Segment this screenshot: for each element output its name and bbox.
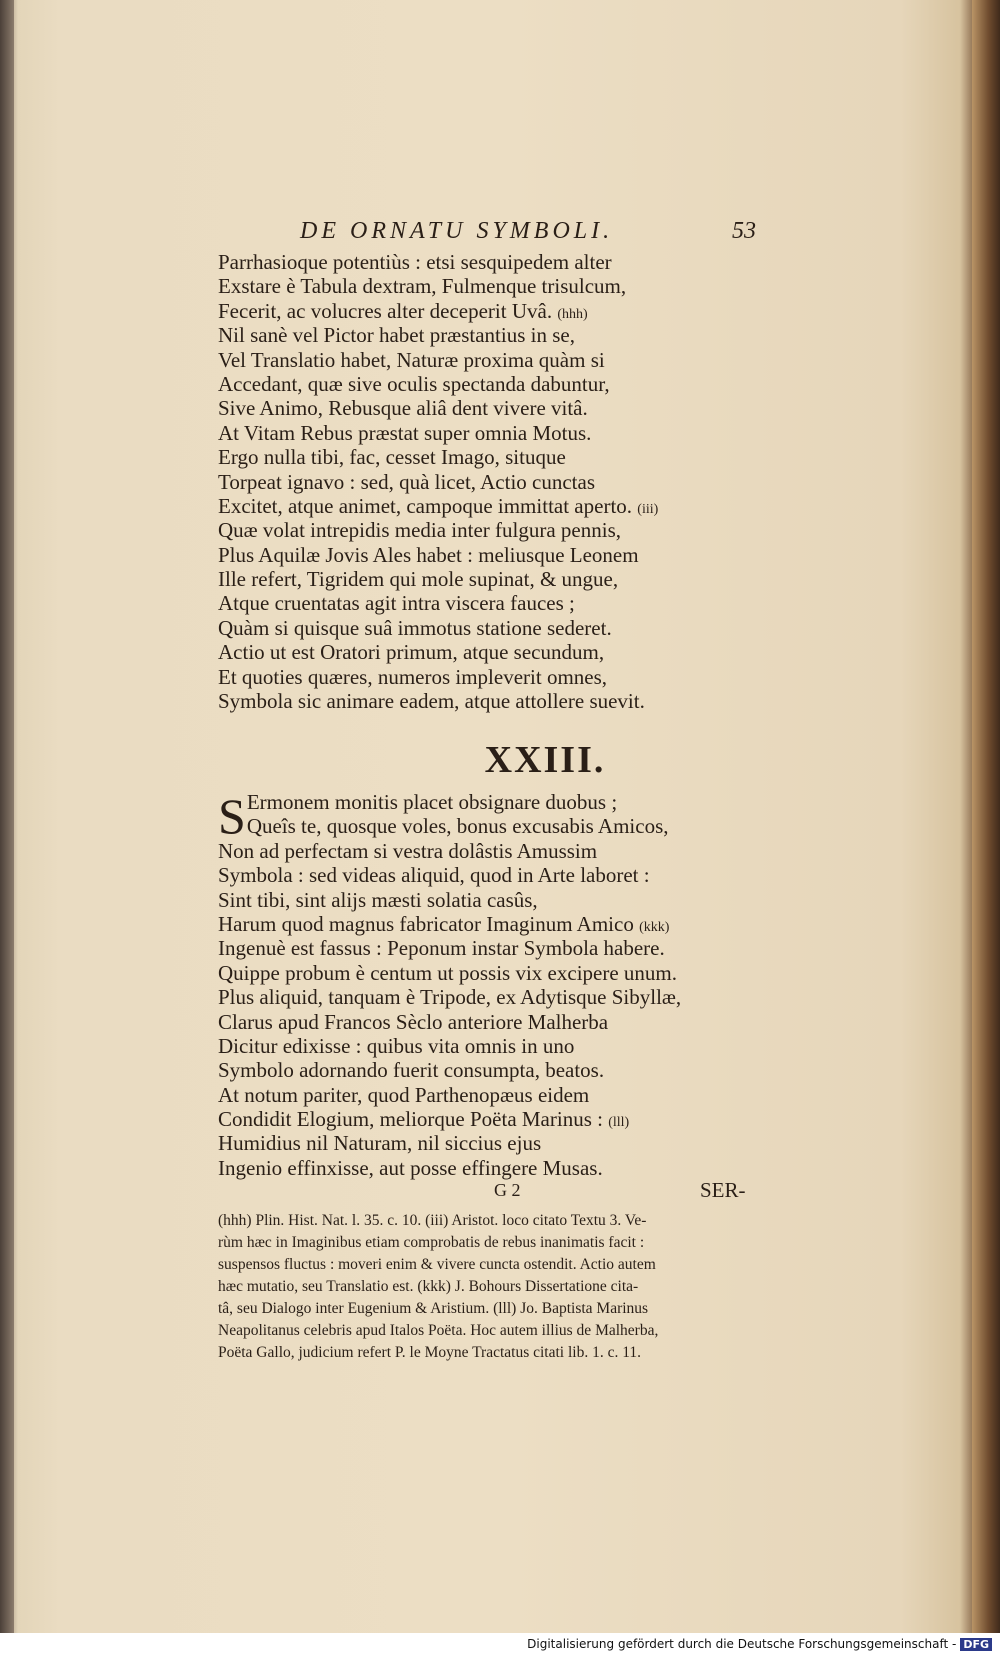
- verse-line: [218, 912, 718, 936]
- verse-line-text: Quàm si quisque suâ immotus statione sederet.: [218, 615, 612, 640]
- verse-line-text: Ille refert, Tigridem qui mole supinat, & ungue,: [218, 567, 619, 592]
- section-number: XXIII.: [484, 739, 606, 781]
- verse-line: [218, 274, 718, 298]
- footnote-marker: (kkk): [639, 919, 670, 935]
- verse-line-text: Sint tibi, sint alijs mæsti solatia casûs,: [218, 887, 538, 912]
- verse-line: [218, 1034, 718, 1058]
- verse-line: [218, 1107, 718, 1131]
- verse-line-text: Quippe probum è centum ut possis vix excipere unum.: [218, 960, 677, 985]
- footnote-line: Neapolitanus celebris apud Italos Poëta. Hoc autem illius de Malherba,: [218, 1322, 659, 1339]
- verse-line-text: Symbola : sed videas aliquid, quod in Arte laboret :: [218, 863, 650, 888]
- verse-line: [218, 494, 718, 518]
- verse-line-text: Humidius nil Naturam, nil siccius ejus: [218, 1131, 542, 1156]
- verse-line-text: Exstare è Tabula dextram, Fulmenque trisulcum,: [218, 274, 627, 299]
- verse-line-text: Fecerit, ac volucres alter deceperit Uvâ.: [218, 298, 553, 323]
- verse-line: [218, 665, 718, 689]
- verse-line-text: Ermonem monitis placet obsignare duobus ;: [246, 790, 618, 814]
- verse-line-text: Condidit Elogium, meliorque Poëta Marinus :: [218, 1107, 603, 1132]
- verse-line: [218, 689, 718, 713]
- verse-line: [218, 1010, 718, 1034]
- verse-line-text: At notum pariter, quod Parthenopæus eidem: [218, 1082, 590, 1107]
- verse-line-text: Plus Aquilæ Jovis Ales habet : meliusque Leonem: [218, 542, 639, 567]
- page-number: 53: [732, 218, 756, 244]
- verse-line-text: Ergo nulla tibi, fac, cesset Imago, situque: [218, 445, 566, 470]
- verse-line: [218, 567, 718, 591]
- verse-line-text: Atque cruentatas agit intra viscera fauces ;: [218, 591, 575, 616]
- verse-line-text: Harum quod magnus fabricator Imaginum Amico: [218, 911, 634, 936]
- section-heading: [0, 738, 1000, 782]
- footnote-line: rùm hæc in Imaginibus etiam comprobatis de rebus inanimatis facit :: [218, 1234, 645, 1251]
- digitization-credit-text: Digitalisierung gefördert durch die Deutsche Forschungsgemeinschaft -: [527, 1637, 957, 1651]
- verse-line-text: Symbola sic animare eadem, atque attollere suevit.: [218, 689, 645, 714]
- dfg-logo: DFG: [960, 1638, 992, 1651]
- verse-line: [218, 445, 718, 469]
- verse-line: [218, 961, 718, 985]
- footnote-line: hæc mutatio, seu Translatio est. (kkk) J. Bohours Dissertatione cita-: [218, 1278, 639, 1295]
- page-left-edge: [0, 0, 14, 1633]
- verse-line: [218, 1156, 718, 1180]
- verse-line-text: At Vitam Rebus præstat super omnia Motus.: [218, 420, 592, 445]
- verse-line: [218, 543, 718, 567]
- verse-line-text: Non ad perfectam si vestra dolâstis Amussim: [218, 838, 598, 863]
- signature-mark: G 2: [494, 1180, 521, 1200]
- verse-line-first: [218, 788, 718, 844]
- book-binding-edge: [972, 0, 1000, 1633]
- verse-line-text: Accedant, quæ sive oculis spectanda dabuntur,: [218, 371, 610, 396]
- verse-line-text: Parrhasioque potentiùs : etsi sesquipedem alter: [218, 250, 612, 274]
- verse-line: [218, 348, 718, 372]
- verse-line: [218, 839, 718, 863]
- verse-line: [218, 1131, 718, 1155]
- footnote-marker: (lll): [608, 1115, 630, 1131]
- verse-line-text: Dicitur edixisse : quibus vita omnis in uno: [218, 1033, 575, 1058]
- verse-line: [218, 863, 718, 887]
- verse-line: [218, 888, 718, 912]
- verse-line-text: Et quoties quæres, numeros impleverit omnes,: [218, 664, 608, 689]
- verse-line-text: Nil sanè vel Pictor habet præstantius in se,: [218, 323, 575, 348]
- running-title: DE ORNATU SYMBOLI.: [300, 218, 614, 244]
- verse-line: [218, 250, 718, 274]
- verse-line-text: Clarus apud Francos Sèclo anteriore Malherba: [218, 1009, 609, 1034]
- verse-line-text: Ingenuè est fassus : Peponum instar Symbola habere.: [218, 936, 665, 961]
- drop-cap: S: [218, 788, 246, 844]
- verse-line: [218, 1083, 718, 1107]
- verse-line-text: Plus aliquid, tanquam è Tripode, ex Adytisque Sibyllæ,: [218, 985, 682, 1010]
- verse-line: [218, 323, 718, 347]
- verse-line: [218, 616, 718, 640]
- verse-line: [218, 1058, 718, 1082]
- verse-line-text: Vel Translatio habet, Naturæ proxima quàm si: [218, 347, 605, 372]
- footnote-marker: (iii): [637, 501, 659, 517]
- verse-block-bottom: [218, 790, 718, 1180]
- verse-line-text: Actio ut est Oratori primum, atque secundum,: [218, 640, 605, 665]
- verse-line-text: Queîs te, quosque voles, bonus excusabis Amicos,: [246, 814, 669, 839]
- verse-line: [218, 518, 718, 542]
- footnote-line: Poëta Gallo, judicium refert P. le Moyne Tractatus citati lib. 1. c. 11.: [218, 1344, 642, 1361]
- verse-line-text: Quæ volat intrepidis media inter fulgura pennis,: [218, 518, 621, 543]
- digitization-credit: [527, 1637, 992, 1651]
- verse-line-text: Excitet, atque animet, campoque immittat aperto.: [218, 493, 633, 518]
- footnotes: [218, 1210, 758, 1364]
- verse-line: [218, 396, 718, 420]
- catchword: SER-: [700, 1178, 746, 1202]
- verse-line-text: Torpeat ignavo : sed, quà licet, Actio cunctas: [218, 469, 595, 494]
- verse-line: [218, 372, 718, 396]
- verse-line: [218, 936, 718, 960]
- verse-line-text: Sive Animo, Rebusque aliâ dent vivere vitâ.: [218, 396, 588, 421]
- footnote-line: (hhh) Plin. Hist. Nat. l. 35. c. 10. (iii) Aristot. loco citato Textu 3. Ve-: [218, 1212, 647, 1229]
- verse-line-text: Symbolo adornando fuerit consumpta, beatos.: [218, 1058, 605, 1083]
- footnote-line: suspensos fluctus : moveri enim & vivere cuncta ostendit. Actio autem: [218, 1256, 656, 1273]
- verse-line: [218, 470, 718, 494]
- footnote-marker: (hhh): [557, 306, 588, 322]
- verse-line: [218, 640, 718, 664]
- verse-line: [218, 591, 718, 615]
- verse-line-text: Ingenio effinxisse, aut posse effingere Musas.: [218, 1155, 603, 1180]
- verse-line: [218, 299, 718, 323]
- footnote-line: tâ, seu Dialogo inter Eugenium & Aristium. (lll) Jo. Baptista Marinus: [218, 1300, 649, 1317]
- verse-line: [218, 421, 718, 445]
- verse-block-top: [218, 250, 718, 713]
- verse-line: [218, 985, 718, 1009]
